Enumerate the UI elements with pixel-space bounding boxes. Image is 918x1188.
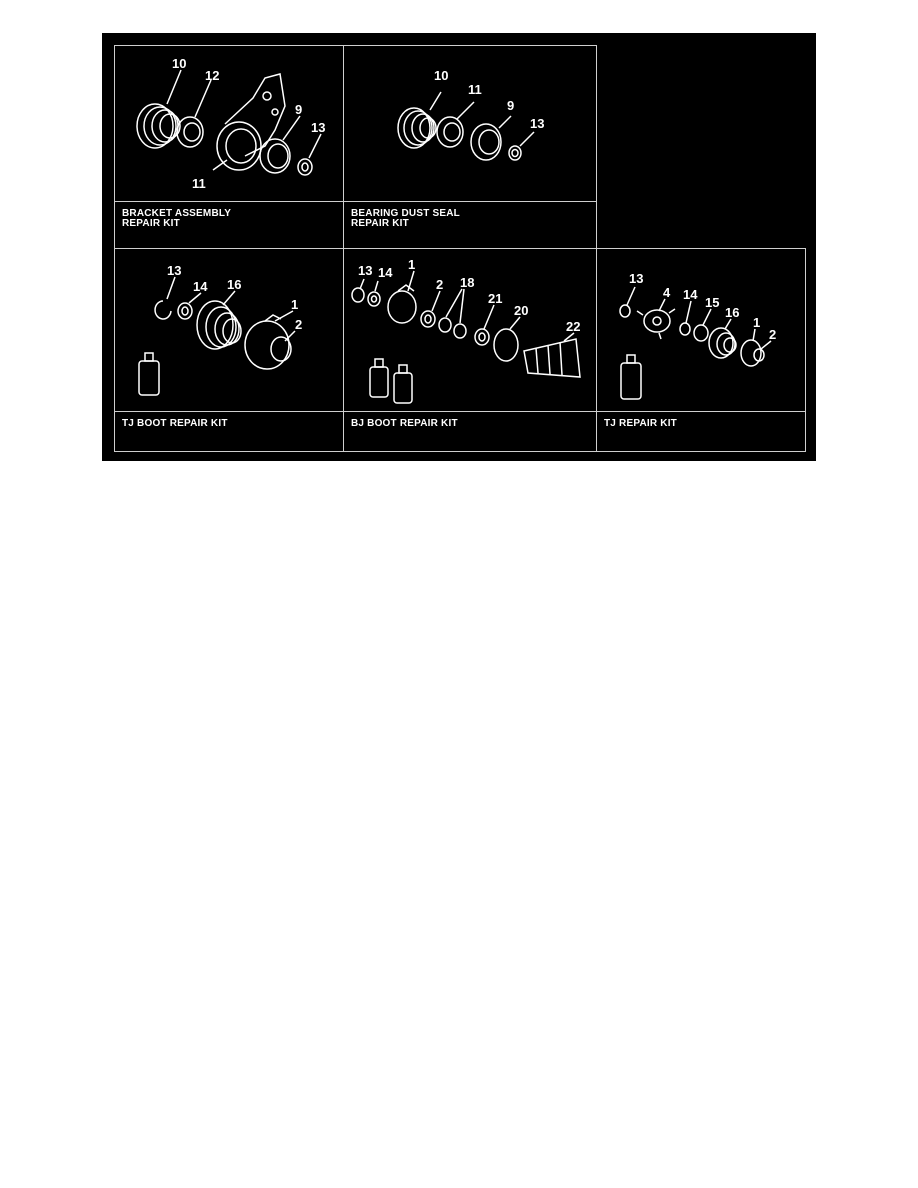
tj-boot-illustration: [115, 249, 345, 411]
callout-18: 18: [460, 275, 475, 290]
bracket-assembly-illustration: [115, 46, 345, 214]
callout-4: 4: [663, 285, 671, 300]
caption-line-2: REPAIR KIT: [351, 218, 409, 229]
tj-repair-kit-illustration: [597, 249, 807, 411]
callout-16: 16: [227, 277, 242, 292]
bracket-assembly-panel: [114, 45, 344, 249]
callout-10: 10: [172, 56, 187, 71]
caption-line-1: BEARING DUST SEAL: [351, 208, 460, 219]
bracket-assembly-caption: [115, 201, 343, 250]
callout-2: 2: [769, 327, 777, 342]
callout-1: 1: [291, 297, 299, 312]
bj-boot-repair-panel: [343, 248, 597, 452]
callout-16: 16: [725, 305, 740, 320]
callout-11: 11: [192, 176, 206, 191]
caption-line: TJ REPAIR KIT: [604, 418, 677, 429]
caption-line: TJ BOOT REPAIR KIT: [122, 418, 228, 429]
bj-boot-illustration: [344, 249, 598, 411]
tj-boot-repair-panel: [114, 248, 344, 452]
tj-boot-repair-caption: [115, 411, 343, 453]
tj-repair-kit-caption: [597, 411, 805, 453]
callout-1: 1: [753, 315, 761, 330]
callout-13: 13: [167, 263, 182, 278]
callout-14: 14: [683, 287, 698, 302]
callout-14: 14: [378, 265, 393, 280]
callout-21: 21: [488, 291, 503, 306]
callout-13: 13: [629, 271, 644, 286]
callout-12: 12: [205, 68, 220, 83]
callout-9: 9: [295, 102, 303, 117]
exploded-parts-figure: [102, 33, 816, 461]
bj-boot-repair-caption: [344, 411, 596, 453]
callout-13: 13: [311, 120, 326, 135]
tj-repair-kit-panel: [596, 248, 806, 452]
callout-2: 2: [436, 277, 444, 292]
caption-line-2: REPAIR KIT: [122, 218, 180, 229]
callout-13: 13: [530, 116, 545, 131]
callout-2: 2: [295, 317, 303, 332]
caption-line: BJ BOOT REPAIR KIT: [351, 418, 458, 429]
callout-20: 20: [514, 303, 529, 318]
callout-11: 11: [468, 82, 482, 97]
bearing-dust-seal-panel: [343, 45, 597, 249]
callout-13: 13: [358, 263, 373, 278]
caption-line-1: BRACKET ASSEMBLY: [122, 208, 232, 219]
callout-1: 1: [408, 257, 416, 272]
callout-22: 22: [566, 319, 581, 334]
bearing-dust-seal-caption: [344, 201, 596, 250]
callout-9: 9: [507, 98, 515, 113]
callout-14: 14: [193, 279, 208, 294]
callout-15: 15: [705, 295, 720, 310]
callout-10: 10: [434, 68, 449, 83]
bearing-dust-seal-illustration: [344, 46, 598, 214]
